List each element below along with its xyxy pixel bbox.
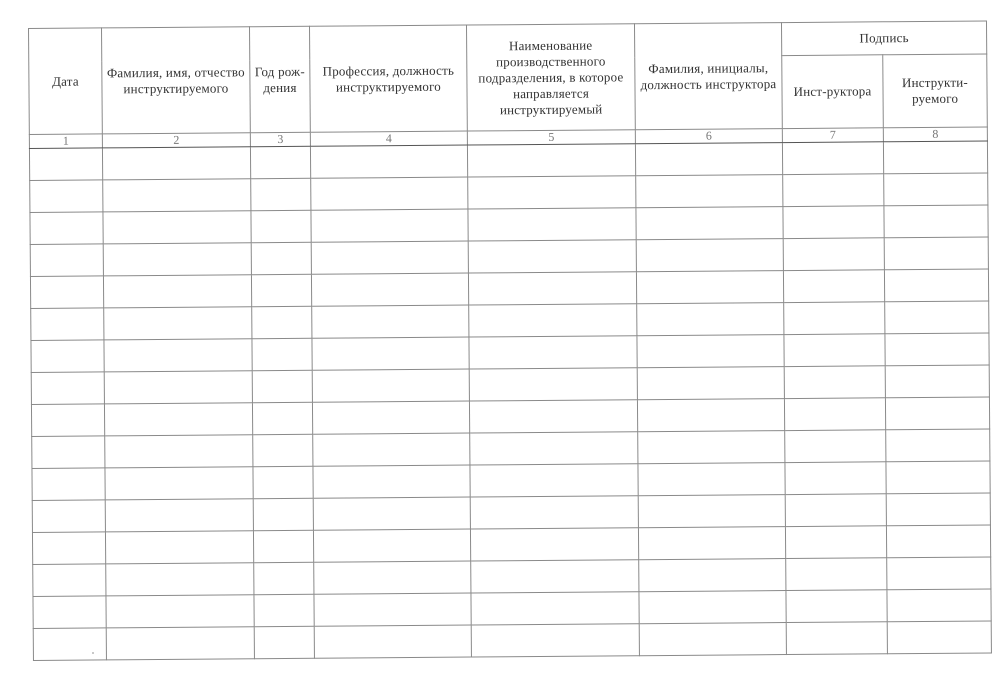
table-cell[interactable] xyxy=(253,466,313,498)
table-cell[interactable] xyxy=(104,371,252,404)
table-cell[interactable] xyxy=(250,146,310,178)
table-cell[interactable] xyxy=(786,558,887,591)
table-cell[interactable] xyxy=(635,143,782,176)
column-number: 1 xyxy=(29,134,102,149)
table-cell[interactable] xyxy=(785,494,886,527)
table-cell[interactable] xyxy=(468,240,636,273)
table-cell[interactable] xyxy=(884,173,988,206)
table-cell[interactable] xyxy=(639,559,786,592)
table-cell[interactable] xyxy=(314,625,471,658)
column-number: 2 xyxy=(102,133,250,148)
table-cell[interactable] xyxy=(102,147,250,180)
table-cell[interactable] xyxy=(887,589,991,622)
table-cell[interactable] xyxy=(103,179,251,212)
table-cell[interactable] xyxy=(31,340,104,373)
table-cell[interactable] xyxy=(887,557,991,590)
table-cell[interactable] xyxy=(883,141,987,174)
journal-sheet xyxy=(28,20,991,670)
table-cell[interactable] xyxy=(311,241,468,274)
table-cell[interactable] xyxy=(786,622,887,655)
table-cell[interactable] xyxy=(887,621,991,654)
header-signature: Подпись xyxy=(781,21,986,56)
table-cell[interactable] xyxy=(314,593,471,626)
table-cell[interactable] xyxy=(32,532,105,565)
table-cell[interactable] xyxy=(30,212,103,245)
table-cell[interactable] xyxy=(886,525,990,558)
table-cell[interactable] xyxy=(311,177,468,210)
header-signature-instructor: Инст-руктора xyxy=(782,55,884,129)
instruction-log-table xyxy=(28,20,992,661)
table-cell[interactable] xyxy=(313,497,470,530)
table-cell[interactable] xyxy=(783,238,884,271)
journal-body xyxy=(29,127,991,661)
table-cell[interactable] xyxy=(636,207,783,240)
table-cell[interactable] xyxy=(254,594,314,626)
table-cell[interactable] xyxy=(470,464,638,497)
table-cell[interactable] xyxy=(104,339,252,372)
paper-speck xyxy=(92,652,94,654)
table-cell[interactable] xyxy=(103,275,251,308)
table-cell[interactable] xyxy=(33,596,106,629)
table-cell[interactable] xyxy=(886,461,990,494)
table-cell[interactable] xyxy=(254,562,314,594)
header-department: Наименование производственного подразделения, в которое направляется инструктируемый xyxy=(466,24,635,131)
table-cell[interactable] xyxy=(254,626,314,658)
table-cell[interactable] xyxy=(312,305,469,338)
table-cell[interactable] xyxy=(784,398,885,431)
column-number: 7 xyxy=(782,128,883,143)
table-cell[interactable] xyxy=(30,244,103,277)
column-number: 5 xyxy=(467,130,635,145)
table-cell[interactable] xyxy=(784,366,885,399)
table-cell[interactable] xyxy=(312,401,469,434)
table-cell[interactable] xyxy=(783,270,884,303)
table-cell[interactable] xyxy=(638,431,785,464)
table-cell[interactable] xyxy=(105,435,253,468)
table-cell[interactable] xyxy=(104,403,252,436)
table-cell[interactable] xyxy=(252,306,312,338)
table-cell[interactable] xyxy=(252,402,312,434)
table-row xyxy=(33,621,991,661)
table-cell[interactable] xyxy=(310,145,467,178)
table-cell[interactable] xyxy=(638,495,785,528)
table-cell[interactable] xyxy=(785,430,886,463)
table-cell[interactable] xyxy=(252,370,312,402)
table-cell[interactable] xyxy=(105,467,253,500)
table-cell[interactable] xyxy=(251,178,311,210)
table-cell[interactable] xyxy=(639,591,786,624)
table-cell[interactable] xyxy=(103,211,251,244)
table-cell[interactable] xyxy=(884,205,988,238)
table-cell[interactable] xyxy=(469,304,637,337)
header-instructor: Фамилия, инициалы, должность инструктора xyxy=(634,23,782,130)
table-cell[interactable] xyxy=(469,336,637,369)
table-cell[interactable] xyxy=(783,174,884,207)
table-cell[interactable] xyxy=(885,397,989,430)
table-cell[interactable] xyxy=(32,500,105,533)
table-cell[interactable] xyxy=(313,529,470,562)
header-profession: Профессия, должность инструктируемого xyxy=(309,25,467,132)
table-cell[interactable] xyxy=(469,400,637,433)
header-signature-trainee: Инструкти-руемого xyxy=(883,54,988,128)
table-cell[interactable] xyxy=(31,372,104,405)
table-cell[interactable] xyxy=(783,206,884,239)
column-number: 8 xyxy=(883,127,987,142)
table-cell[interactable] xyxy=(638,527,785,560)
table-cell[interactable] xyxy=(311,273,468,306)
table-cell[interactable] xyxy=(30,180,103,213)
table-cell[interactable] xyxy=(636,175,783,208)
table-cell[interactable] xyxy=(33,628,106,661)
table-cell[interactable] xyxy=(637,335,784,368)
table-cell[interactable] xyxy=(106,595,254,628)
table-cell[interactable] xyxy=(639,623,786,656)
header-full-name: Фамилия, имя, отчество инструктируемого xyxy=(102,27,251,134)
table-cell[interactable] xyxy=(469,368,637,401)
table-cell[interactable] xyxy=(637,399,784,432)
table-cell[interactable] xyxy=(31,404,104,437)
table-cell[interactable] xyxy=(884,237,988,270)
table-cell[interactable] xyxy=(886,429,990,462)
table-cell[interactable] xyxy=(106,627,254,660)
table-cell[interactable] xyxy=(312,337,469,370)
table-cell[interactable] xyxy=(782,142,883,175)
table-cell[interactable] xyxy=(314,561,471,594)
table-cell[interactable] xyxy=(105,499,253,532)
table-cell[interactable] xyxy=(885,365,989,398)
header-date: Дата xyxy=(29,28,103,135)
table-cell[interactable] xyxy=(253,530,313,562)
table-cell[interactable] xyxy=(312,369,469,402)
column-number: 4 xyxy=(310,131,467,146)
table-cell[interactable] xyxy=(251,242,311,274)
table-cell[interactable] xyxy=(253,498,313,530)
table-cell[interactable] xyxy=(470,528,638,561)
table-cell[interactable] xyxy=(637,303,784,336)
column-number: 6 xyxy=(635,129,782,144)
table-cell[interactable] xyxy=(470,496,638,529)
table-cell[interactable] xyxy=(313,465,470,498)
table-cell[interactable] xyxy=(103,243,251,276)
table-cell[interactable] xyxy=(884,269,988,302)
table-cell[interactable] xyxy=(251,210,311,242)
table-cell[interactable] xyxy=(784,334,885,367)
table-cell[interactable] xyxy=(785,526,886,559)
table-cell[interactable] xyxy=(638,463,785,496)
table-cell[interactable] xyxy=(885,333,989,366)
table-cell[interactable] xyxy=(105,531,253,564)
table-cell[interactable] xyxy=(637,367,784,400)
table-cell[interactable] xyxy=(636,239,783,272)
table-cell[interactable] xyxy=(31,308,104,341)
table-cell[interactable] xyxy=(29,148,102,181)
table-cell[interactable] xyxy=(471,560,639,593)
table-cell[interactable] xyxy=(468,208,636,241)
table-cell[interactable] xyxy=(468,272,636,305)
table-cell[interactable] xyxy=(786,590,887,623)
table-cell[interactable] xyxy=(252,338,312,370)
table-cell[interactable] xyxy=(30,276,103,309)
table-cell[interactable] xyxy=(311,209,468,242)
table-cell[interactable] xyxy=(784,302,885,335)
table-cell[interactable] xyxy=(104,307,252,340)
table-cell[interactable] xyxy=(253,434,313,466)
table-cell[interactable] xyxy=(471,592,639,625)
table-cell[interactable] xyxy=(33,564,106,597)
table-cell[interactable] xyxy=(785,462,886,495)
table-cell[interactable] xyxy=(467,144,635,177)
table-cell[interactable] xyxy=(32,468,105,501)
table-cell[interactable] xyxy=(471,624,639,657)
table-cell[interactable] xyxy=(313,433,470,466)
table-cell[interactable] xyxy=(32,436,105,469)
table-cell[interactable] xyxy=(636,271,783,304)
table-cell[interactable] xyxy=(885,301,989,334)
column-number: 3 xyxy=(250,132,310,146)
table-cell[interactable] xyxy=(251,274,311,306)
header-birth-year: Год рож-дения xyxy=(249,26,310,132)
table-cell[interactable] xyxy=(106,563,254,596)
table-cell[interactable] xyxy=(886,493,990,526)
table-cell[interactable] xyxy=(468,176,636,209)
table-cell[interactable] xyxy=(470,432,638,465)
